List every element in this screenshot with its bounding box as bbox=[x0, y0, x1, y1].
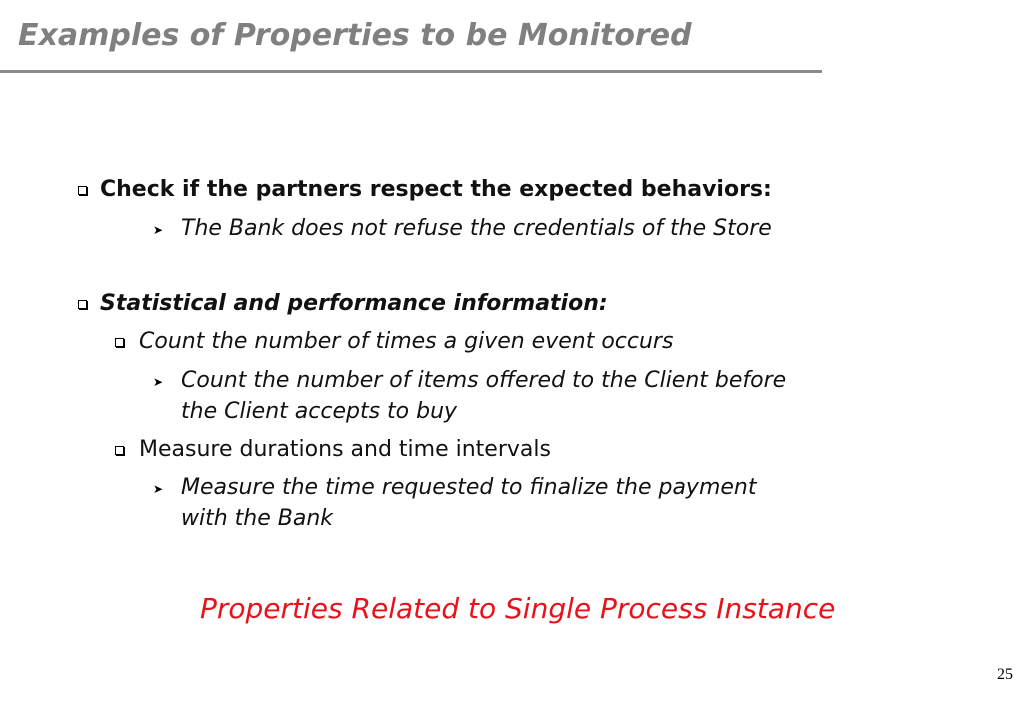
square-bullet-icon bbox=[78, 300, 87, 309]
bullet-item-statistical-info bbox=[100, 288, 608, 319]
bullet-text: Statistical and performance information: bbox=[100, 291, 608, 316]
bullet-item-count-items bbox=[153, 365, 787, 396]
bullet-text-line2: with the Bank bbox=[181, 506, 334, 531]
bullet-item-bank-credentials bbox=[153, 213, 772, 244]
bullet-item-count-events bbox=[139, 326, 673, 357]
square-bullet-icon bbox=[115, 446, 124, 455]
title-underline bbox=[0, 70, 822, 73]
footer-caption: Properties Related to Single Process Instance bbox=[200, 592, 836, 625]
bullet-text: Count the number of times a given event occurs bbox=[139, 329, 674, 354]
page-number: 25 bbox=[997, 666, 1013, 683]
bullet-text: The Bank does not refuse the credentials of the Store bbox=[181, 216, 772, 241]
square-bullet-icon bbox=[115, 338, 124, 347]
bullet-item-measure-payment-time-continued bbox=[181, 503, 333, 534]
square-bullet-icon bbox=[78, 186, 87, 195]
bullet-text-line2: the Client accepts to buy bbox=[181, 399, 458, 424]
slide-title: Examples of Properties to be Monitored bbox=[18, 18, 692, 53]
bullet-text: Measure durations and time intervals bbox=[139, 437, 551, 462]
arrow-bullet-icon: ➤ bbox=[153, 375, 164, 389]
bullet-item-measure-payment-time bbox=[153, 472, 757, 503]
bullet-item-measure-durations bbox=[139, 434, 551, 465]
bullet-text: Check if the partners respect the expected behaviors: bbox=[100, 177, 772, 202]
bullet-item-check-partners bbox=[100, 174, 772, 205]
arrow-bullet-icon: ➤ bbox=[153, 223, 164, 237]
bullet-item-count-items-continued bbox=[181, 396, 457, 427]
bullet-text-line1: Measure the time requested to finalize the payment bbox=[181, 475, 757, 500]
bullet-text-line1: Count the number of items offered to the Client before bbox=[181, 368, 787, 393]
arrow-bullet-icon: ➤ bbox=[153, 482, 164, 496]
